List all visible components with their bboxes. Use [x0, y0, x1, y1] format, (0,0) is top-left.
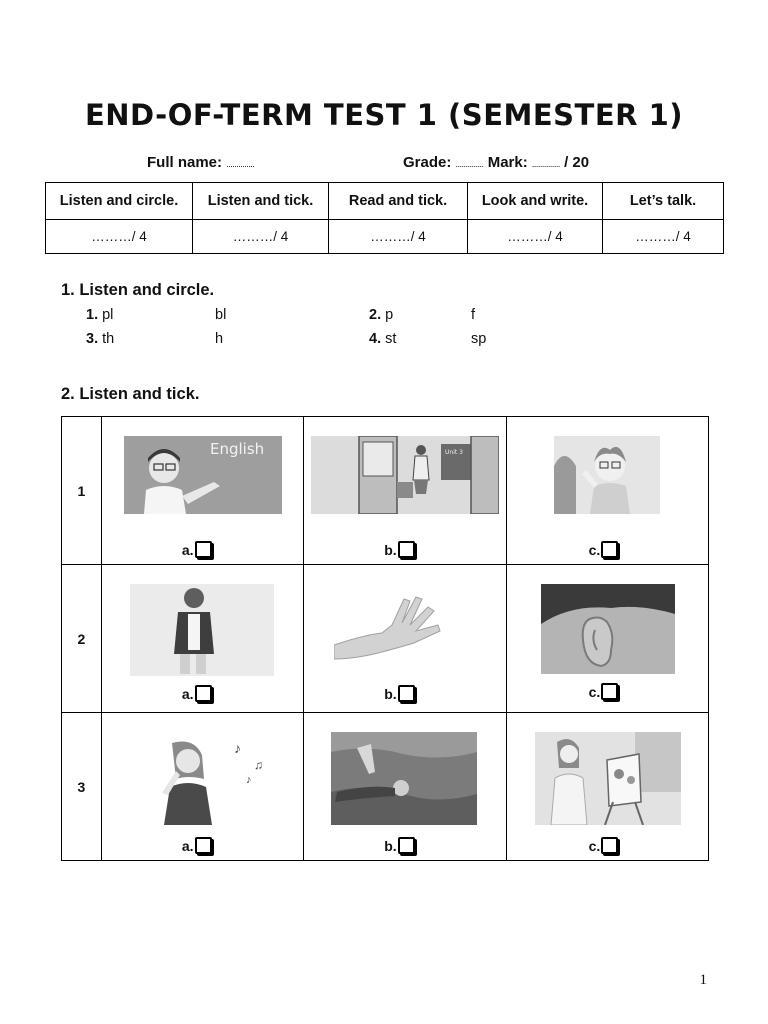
option-b[interactable]: bl	[215, 307, 227, 323]
item-number: 1.	[86, 307, 99, 323]
section1-title: 1. Listen and circle.	[61, 281, 215, 299]
tick-cell	[101, 713, 303, 861]
ear-image	[541, 584, 675, 674]
girl-painting-image	[535, 732, 681, 825]
choice-a	[182, 837, 212, 854]
svg-text:♪: ♪	[233, 740, 241, 756]
checkbox[interactable]	[195, 685, 212, 702]
fullname-blank[interactable]: ..............	[226, 159, 255, 169]
row-number: 1	[62, 417, 102, 565]
mark-label: Mark:	[487, 154, 528, 171]
choice-letter: a.	[181, 542, 194, 558]
fullname-field[interactable]	[147, 154, 254, 171]
tick-cell	[101, 565, 303, 713]
svg-text:♪: ♪	[245, 774, 252, 786]
choice-letter: a.	[181, 838, 194, 854]
page-number: 1	[699, 972, 707, 988]
option-a[interactable]: st	[385, 331, 397, 347]
checkbox[interactable]	[195, 837, 212, 854]
tick-row	[62, 713, 709, 861]
choice-letter: b.	[384, 838, 397, 854]
checkbox[interactable]	[601, 683, 618, 700]
grade-label: Grade:	[403, 154, 452, 171]
score-value[interactable]: ………/ 4	[468, 220, 603, 254]
choice-letter: a.	[181, 686, 194, 702]
boy-swimming-image	[331, 732, 477, 825]
tick-cell	[304, 417, 506, 565]
item-number: 3.	[86, 331, 99, 347]
fullname-label: Full name:	[147, 154, 223, 171]
page-title: END-OF-TERM TEST 1 (SEMESTER 1)	[84, 98, 684, 132]
tick-row	[62, 417, 709, 565]
boy-standing-image	[130, 584, 274, 676]
checkbox[interactable]	[195, 541, 212, 558]
choice-letter: c.	[588, 684, 601, 700]
grade-mark-field	[403, 154, 589, 171]
score-header: Let’s talk.	[603, 183, 724, 220]
score-value[interactable]: ………/ 4	[46, 220, 193, 254]
choice-a	[182, 541, 212, 558]
score-value[interactable]: ………/ 4	[603, 220, 724, 254]
teacher-english-board-image	[124, 436, 282, 514]
choice-letter: c.	[588, 838, 601, 854]
item-number: 4.	[369, 331, 382, 347]
option-a[interactable]: pl	[102, 307, 114, 323]
score-value-row	[46, 220, 724, 254]
checkbox[interactable]	[398, 837, 415, 854]
choice-b	[384, 685, 414, 702]
tick-cell	[506, 417, 708, 565]
option-b[interactable]: sp	[471, 331, 487, 347]
score-header: Read and tick.	[329, 183, 468, 220]
score-value[interactable]: ………/ 4	[193, 220, 329, 254]
option-b[interactable]: f	[471, 307, 476, 323]
choice-a	[182, 685, 212, 702]
checkbox[interactable]	[601, 837, 618, 854]
choice-letter: b.	[384, 542, 397, 558]
score-value[interactable]: ………/ 4	[329, 220, 468, 254]
tick-cell	[304, 565, 506, 713]
board-text: English	[209, 440, 265, 458]
boy-waving-image	[554, 436, 660, 514]
tick-row	[62, 565, 709, 713]
choice-c	[589, 837, 619, 854]
choice-c	[589, 541, 619, 558]
choice-b	[384, 837, 414, 854]
option-b[interactable]: h	[215, 331, 224, 347]
girl-singing-image	[150, 739, 278, 825]
mark-total: / 20	[564, 154, 590, 171]
checkbox[interactable]	[601, 541, 618, 558]
checkbox[interactable]	[398, 541, 415, 558]
section2-title: 2. Listen and tick.	[61, 385, 200, 403]
score-header: Listen and tick.	[193, 183, 329, 220]
item-number: 2.	[369, 307, 382, 323]
score-header: Look and write.	[468, 183, 603, 220]
svg-text:♫: ♫	[253, 758, 263, 772]
tick-table	[61, 416, 709, 861]
tick-cell	[304, 713, 506, 861]
tick-cell	[101, 417, 303, 565]
circle-item-4	[369, 331, 396, 347]
choice-c	[589, 683, 619, 700]
teacher-classroom-image	[311, 436, 499, 514]
tick-cell	[506, 565, 708, 713]
checkbox[interactable]	[398, 685, 415, 702]
mark-blank[interactable]: ..............	[531, 159, 560, 169]
circle-item-3	[86, 331, 114, 347]
board-text: Unit 3	[445, 449, 464, 456]
choice-letter: b.	[384, 686, 397, 702]
tick-cell	[506, 713, 708, 861]
row-number: 3	[62, 713, 102, 861]
option-a[interactable]: p	[385, 307, 394, 323]
row-number: 2	[62, 565, 102, 713]
hand-image	[334, 589, 462, 661]
circle-item-2	[369, 307, 393, 323]
score-header-row	[46, 183, 724, 220]
choice-letter: c.	[588, 542, 601, 558]
score-header: Listen and circle.	[46, 183, 193, 220]
score-table	[45, 182, 724, 254]
option-a[interactable]: th	[102, 331, 115, 347]
choice-b	[384, 541, 414, 558]
grade-blank[interactable]: ..............	[455, 159, 484, 169]
circle-item-1	[86, 307, 113, 323]
